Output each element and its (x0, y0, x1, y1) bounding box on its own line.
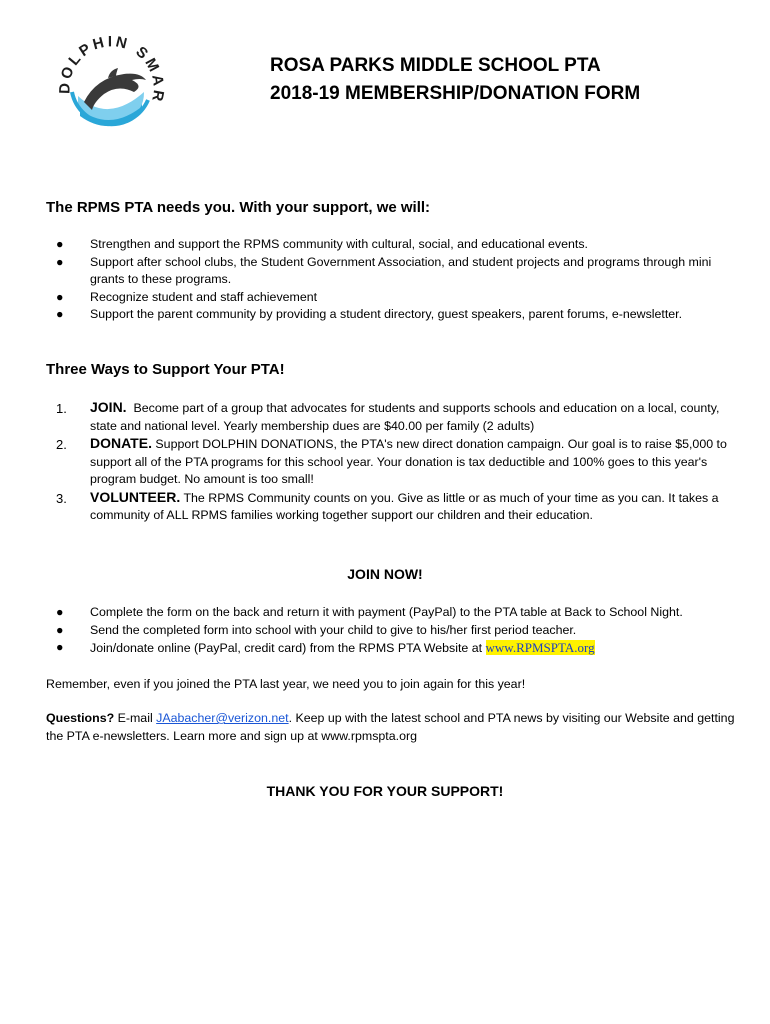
list-item: ● Support after school clubs, the Student Government Association, and student projects and programs through mini grants to these programs. (56, 254, 712, 286)
remember-text: Remember, even if you joined the PTA last year, we need you to join again for this year! (46, 677, 526, 691)
bullet-icon: ● (56, 237, 64, 251)
item-number: 2. (56, 437, 67, 452)
item-keyword: DONATE. (90, 435, 152, 451)
website-link[interactable]: www.RPMSPTA.org (485, 640, 595, 655)
item-number: 1. (56, 401, 67, 416)
list-item: ● Send the completed form into school with your child to give to his/her first period teacher. (46, 622, 736, 640)
logo-text: DOLPHIN SMAR (56, 33, 168, 106)
ways-heading: Three Ways to Support Your PTA! (46, 361, 285, 378)
list-item (46, 489, 736, 525)
item-text: Support DOLPHIN DONATIONS, the PTA's new direct donation campaign. Our goal is to raise $5,000 to support all of the PTA programs for this school year. Your donation is tax deductible and 100% goes to this year's program budget. No amount is too small! (90, 437, 727, 486)
list-item: ● Strengthen and support the RPMS community with cultural, social, and educational events. (46, 236, 736, 254)
needs-heading: The RPMS PTA needs you. With your support, we will: (46, 199, 431, 216)
item-text: Become part of a group that advocates for students and supports schools and education on a local, county, state and national level. Yearly membership dues are $40.00 per family (2 adults) (90, 401, 720, 433)
list-item: ● Complete the form on the back and return it with payment (PayPal) to the PTA table at Back to School Night. (46, 604, 736, 622)
bullet-icon: ● (56, 254, 64, 269)
thank-you-text: THANK YOU FOR YOUR SUPPORT! (266, 783, 504, 799)
list-item: ● Support the parent community by providing a student directory, guest speakers, parent forums, e-newsletter. (46, 306, 736, 324)
bullet-icon: ● (56, 307, 64, 321)
item-number: 3. (56, 490, 67, 506)
list-item: ● Recognize student and staff achievement (46, 289, 736, 307)
list-item (46, 399, 736, 435)
dolphin-smart-logo (48, 28, 172, 152)
title-line-2: 2018-19 MEMBERSHIP/DONATION FORM (270, 83, 641, 104)
list-item (46, 435, 736, 489)
email-link[interactable]: JAabacher@verizon.net (156, 711, 289, 725)
list-item: ● Join/donate online (PayPal, credit card) from the RPMS PTA Website at www.RPMSPTA.org (56, 640, 595, 655)
bullet-icon: ● (56, 640, 64, 654)
questions-label: Questions? (46, 711, 115, 725)
item-text: The RPMS Community counts on you. Give as little or as much of your time as you can. It takes a community of ALL RPMS families working together support our children and their education. (90, 490, 719, 522)
bullet-icon: ● (56, 289, 64, 304)
item-keyword: JOIN. (90, 399, 127, 415)
title-line-1: ROSA PARKS MIDDLE SCHOOL PTA (270, 55, 601, 76)
dolphin-logo-graphic (48, 28, 172, 152)
bullet-icon: ● (56, 605, 64, 619)
page-title (270, 52, 640, 108)
ways-list (46, 399, 736, 525)
needs-list (46, 236, 736, 324)
join-list (46, 604, 736, 658)
bullet-icon: ● (56, 622, 64, 637)
questions-paragraph: Questions? E-mail JAabacher@verizon.net. Keep up with the latest school and PTA news by visiting our Website and getting the PTA e-newsletters. Learn more and sign up at www.rpmspta.org (46, 711, 735, 743)
item-keyword: VOLUNTEER. (90, 488, 181, 505)
join-now-heading: JOIN NOW! (347, 566, 423, 582)
